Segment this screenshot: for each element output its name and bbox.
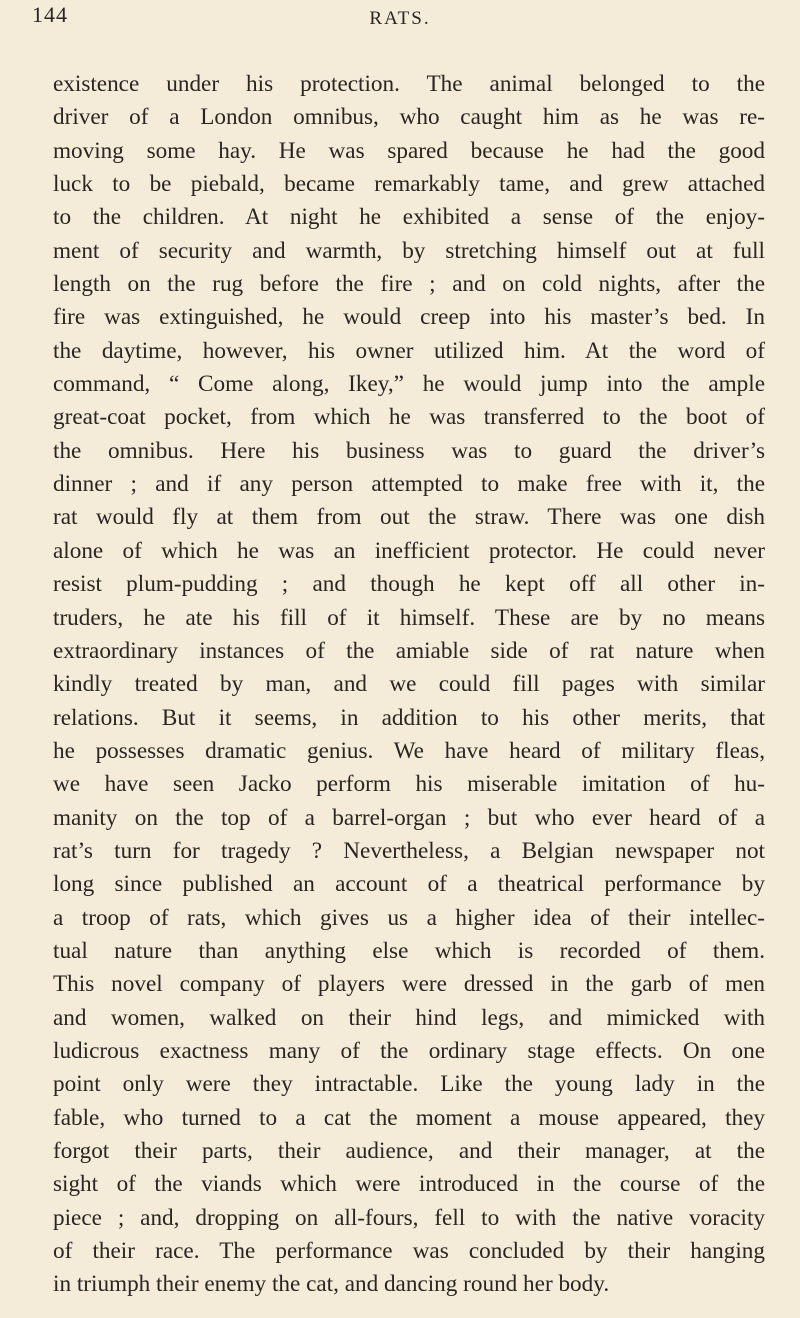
text-line: of their race. The performance was concluded by their hanging bbox=[53, 1238, 765, 1265]
text-line: manity on the top of a barrel-organ ; but who ever heard of a bbox=[53, 804, 765, 831]
text-line: truders, he ate his fill of it himself. These are by no means bbox=[53, 604, 765, 631]
text-line: the omnibus. Here his business was to guard the driver’s bbox=[53, 437, 765, 464]
text-line: tual nature than anything else which is recorded of them. bbox=[53, 937, 765, 964]
text-line: luck to be piebald, became remarkably tame, and grew attached bbox=[53, 171, 765, 198]
text-line: great-coat pocket, from which he was transferred to the boot of bbox=[53, 404, 765, 431]
text-line: relations. But it seems, in addition to his other merits, that bbox=[53, 704, 765, 731]
text-line: to the children. At night he exhibited a sense of the enjoy- bbox=[53, 204, 765, 231]
text-line: length on the rug before the fire ; and on cold nights, after the bbox=[53, 271, 765, 298]
text-line: the daytime, however, his owner utilized him. At the word of bbox=[53, 337, 765, 364]
text-line: point only were they intractable. Like the young lady in the bbox=[53, 1071, 765, 1098]
text-line: command, “ Come along, Ikey,” he would jump into the ample bbox=[53, 371, 765, 398]
text-line: piece ; and, dropping on all-fours, fell to with the native voracity bbox=[53, 1204, 765, 1231]
text-line: in triumph their enemy the cat, and dancing round her body. bbox=[53, 1271, 610, 1298]
body-text bbox=[53, 68, 765, 1302]
text-line: dinner ; and if any person attempted to make free with it, the bbox=[53, 471, 765, 498]
page-number: 144 bbox=[32, 2, 68, 27]
running-head: RATS. bbox=[369, 8, 431, 29]
text-line: ment of security and warmth, by stretching himself out at full bbox=[53, 237, 765, 264]
text-line: ludicrous exactness many of the ordinary stage effects. On one bbox=[53, 1037, 765, 1064]
text-line: rat’s turn for tragedy ? Nevertheless, a Belgian newspaper not bbox=[53, 837, 765, 864]
text-line: fire was extinguished, he would creep into his master’s bed. In bbox=[53, 304, 765, 331]
text-line: sight of the viands which were introduced in the course of the bbox=[53, 1171, 765, 1198]
text-line: moving some hay. He was spared because he had the good bbox=[53, 137, 765, 164]
text-line: we have seen Jacko perform his miserable imitation of hu- bbox=[53, 771, 765, 798]
text-line: and women, walked on their hind legs, and mimicked with bbox=[53, 1004, 765, 1031]
text-line: extraordinary instances of the amiable side of rat nature when bbox=[53, 637, 765, 664]
text-line: fable, who turned to a cat the moment a mouse appeared, they bbox=[53, 1104, 765, 1131]
text-line: he possesses dramatic genius. We have heard of military fleas, bbox=[53, 737, 765, 764]
text-line: alone of which he was an inefficient protector. He could never bbox=[53, 537, 765, 564]
text-line: a troop of rats, which gives us a higher idea of their intellec- bbox=[53, 904, 765, 931]
text-line: forgot their parts, their audience, and their manager, at the bbox=[53, 1138, 765, 1164]
text-line: existence under his protection. The animal belonged to the bbox=[53, 71, 765, 97]
text-line: This novel company of players were dressed in the garb of men bbox=[53, 971, 765, 998]
text-line: long since published an account of a theatrical performance by bbox=[53, 871, 765, 898]
text-line: resist plum-pudding ; and though he kept off all other in- bbox=[53, 571, 765, 598]
text-line: rat would fly at them from out the straw. There was one dish bbox=[53, 504, 765, 531]
text-line: driver of a London omnibus, who caught him as he was re- bbox=[53, 104, 765, 131]
text-line: kindly treated by man, and we could fill pages with similar bbox=[53, 671, 765, 698]
